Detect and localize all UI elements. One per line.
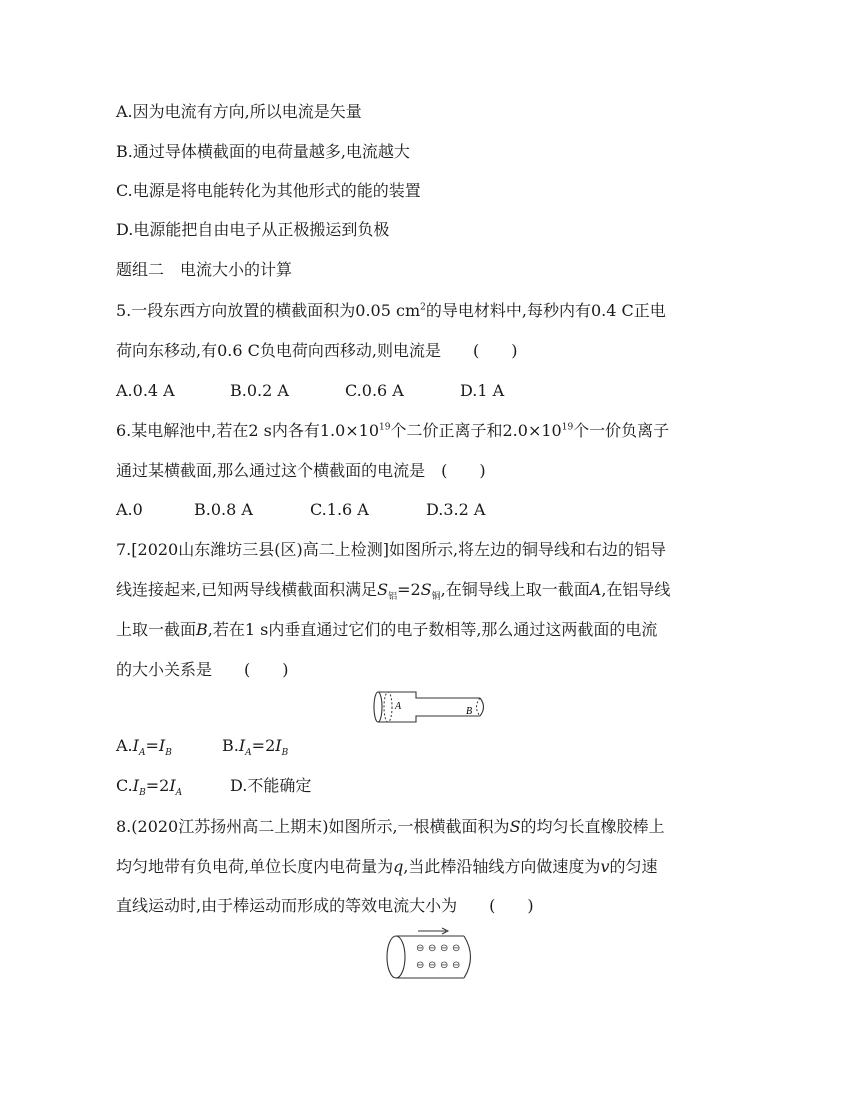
q7-option-d: D.不能确定 (230, 776, 312, 795)
q5-option-b: B.0.2 A (230, 381, 289, 400)
q8-line-2: 均匀地带有负电荷,单位长度内电荷量为q,当此棒沿轴线方向做速度为v的匀速 (116, 857, 658, 876)
q7-text-b: ,在铜导线上取一截面 (440, 580, 590, 599)
q7-fig-label-b: B (466, 706, 473, 717)
q7-sub-cu: 铜 (431, 592, 441, 603)
q6-superscript-2: 19 (561, 422, 574, 433)
q7-wire-figure (368, 686, 492, 728)
q4-option-b: B.通过导体横截面的电荷量越多,电流越大 (116, 142, 410, 161)
q6-option-d: D.3.2 A (426, 500, 486, 519)
q5-superscript: 2 (420, 302, 426, 313)
q7-option-b: $B.I_A=2I_B$ (222, 736, 289, 759)
q5-line-2: 荷向东移动,有0.6 C负电荷向西移动,则电流是 ( ) (116, 341, 518, 360)
negative-charge-icon: ⊖ (416, 960, 425, 971)
q7-eq: =2 (397, 580, 421, 599)
q7-fig-label-a: A (395, 701, 402, 712)
q7-line-1: 7.[2020山东潍坊三县(区)高二上检测]如图所示,将左边的铜导线和右边的铝导 (116, 540, 667, 559)
q6-text-c: 个一价负离子 (573, 421, 670, 440)
q6-line-2: 通过某横截面,那么通过这个横截面的电流是 ( ) (116, 461, 486, 480)
q5-text-cont: 的导电材料中,每秒内有0.4 C正电 (425, 301, 666, 320)
negative-charge-icon: ⊖ (440, 943, 449, 954)
q8-line-3: 直线运动时,由于棒运动而形成的等效电流大小为 ( ) (116, 896, 534, 915)
negative-charge-icon: ⊖ (452, 943, 461, 954)
q4-option-c: C.电源是将电能转化为其他形式的能的装置 (116, 181, 421, 200)
q6-text-b: 个二价正离子和2.0×10 (390, 421, 562, 440)
q7-var-b: B (196, 620, 208, 639)
q5-line-1 (116, 301, 666, 321)
q4-option-d: D.电源能把自由电子从正极搬运到负极 (116, 220, 390, 239)
q7-line-4: 的大小关系是 ( ) (116, 660, 289, 679)
negative-charge-icon: ⊖ (428, 943, 437, 954)
q7-var-a: A (589, 580, 602, 599)
q8-line-1: 8.(2020江苏扬州高二上期末)如图所示,一根横截面积为S的均匀长直橡胶棒上 (116, 817, 665, 836)
negative-charge-icon: ⊖ (452, 960, 461, 971)
q7-option-a: $A.I_A=I_B$ (116, 736, 172, 759)
q8-rod-figure (382, 926, 482, 982)
q7-text-d: 上取一截面 (116, 620, 197, 639)
q7-text-e: ,若在1 s内垂直通过它们的电子数相等,那么通过这两截面的电流 (207, 620, 658, 639)
q7-text-a: 线连接起来,已知两导线横截面积满足 (116, 580, 378, 599)
q5-option-d: D.1 A (460, 381, 505, 400)
q6-text-a: 6.某电解池中,若在2 s内各有1.0×10 (116, 421, 380, 440)
q6-line-1 (116, 421, 669, 441)
q6-option-a: A.0 (116, 500, 143, 519)
q5-option-a: A.0.4 A (116, 381, 175, 400)
negative-charge-icon: ⊖ (440, 960, 449, 971)
section-heading: 题组二 电流大小的计算 (116, 260, 293, 279)
q7-var-s1: S (377, 580, 389, 599)
q6-option-b: B.0.8 A (194, 500, 253, 519)
q7-option-c: $C.I_B=2I_A$ (116, 776, 183, 799)
q7-text-c: ,在铝导线 (601, 580, 671, 599)
q7-line-2 (116, 580, 671, 603)
q5-text: 5.一段东西方向放置的横截面积为0.05 cm (116, 301, 421, 320)
q4-option-a: A.因为电流有方向,所以电流是矢量 (116, 102, 362, 121)
q6-superscript-1: 19 (379, 422, 391, 433)
negative-charge-icon: ⊖ (428, 960, 437, 971)
q7-var-s2: S (420, 580, 432, 599)
q7-line-3 (116, 620, 657, 640)
negative-charge-icon: ⊖ (416, 943, 425, 954)
q6-option-c: C.1.6 A (310, 500, 369, 519)
q7-sub-al: 铝 (388, 592, 398, 603)
q5-option-c: C.0.6 A (345, 381, 404, 400)
